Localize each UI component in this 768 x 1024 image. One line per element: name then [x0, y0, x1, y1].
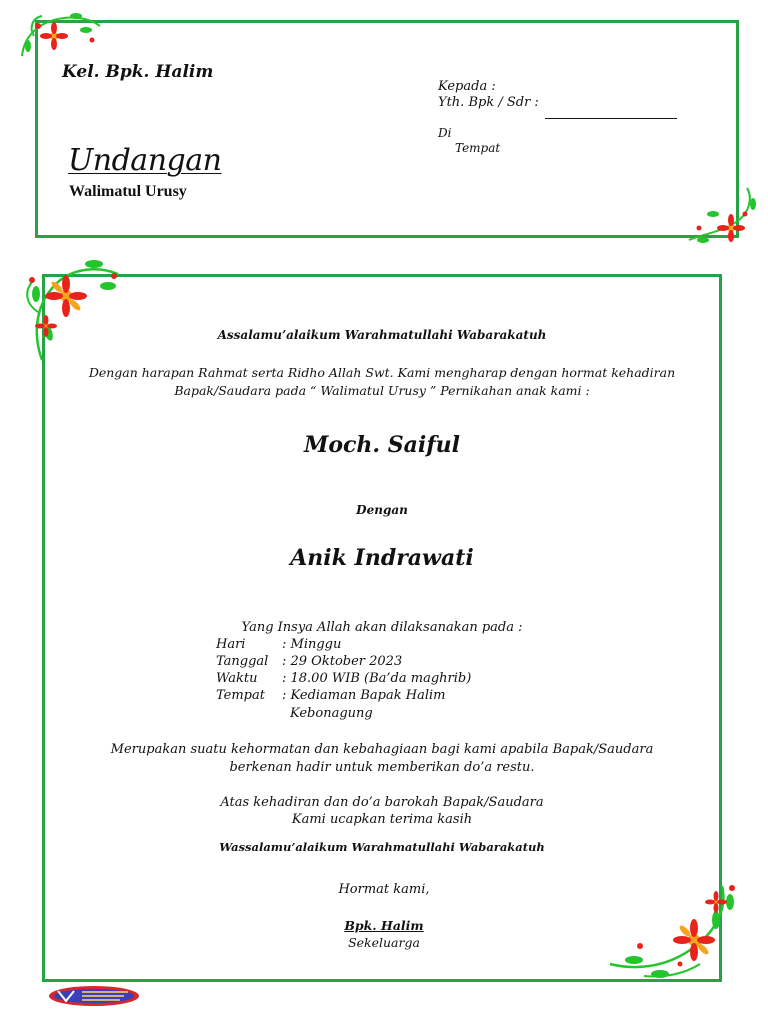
detail-value-day: : Minggu — [282, 637, 342, 652]
brand-logo-icon — [48, 985, 140, 1007]
flower-ornament-icon — [683, 184, 763, 248]
honor-line-1: Merupakan suatu kehormatan dan kebahagiaan bagi kami apabila Bapak/Saudara — [110, 742, 654, 757]
detail-label-day: Hari — [216, 637, 246, 652]
thanks-line-1: Atas kehadiran dan do’a barokah Bapak/Saudara — [220, 795, 544, 810]
di-label: Di — [438, 126, 452, 140]
envelope-card — [35, 20, 739, 238]
event-name: Walimatul Urusy — [69, 183, 187, 200]
detail-label-time: Waktu — [216, 671, 258, 686]
bride-name: Anik Indrawati — [290, 545, 474, 571]
opening-greeting: Assalamu’alaikum Warahmatullahi Wabarakatuh — [217, 328, 547, 342]
host-family: Sekeluarga — [348, 935, 420, 950]
connector-word: Dengan — [356, 503, 408, 517]
intro-line-2: Bapak/Saudara pada “ Walimatul Urusy ” Pernikahan anak kami : — [174, 383, 590, 398]
detail-label-place: Tempat — [216, 688, 265, 703]
detail-value-place: : Kediaman Bapak Halim — [282, 688, 446, 703]
groom-name: Moch. Saiful — [303, 432, 461, 458]
host-name: Bpk. Halim — [344, 918, 424, 933]
addressee-blank-line — [545, 118, 677, 119]
invitation-title: Undangan — [68, 143, 222, 178]
thanks-line-2: Kami ucapkan terima kasih — [291, 812, 473, 827]
flower-ornament-icon — [14, 6, 104, 66]
detail-value-place-line-2: Kebonagung — [290, 706, 373, 721]
flower-ornament-icon — [18, 252, 130, 364]
place-label: Tempat — [455, 141, 501, 155]
flower-ornament-icon — [604, 880, 744, 984]
closing-greeting: Wassalamu’alaikum Warahmatullahi Wabarakatuh — [219, 840, 545, 854]
intro-line-1: Dengan harapan Rahmat serta Ridho Allah Swt. Kami mengharap dengan hormat kehadiran — [88, 365, 676, 380]
detail-value-date: : 29 Oktober 2023 — [282, 654, 403, 669]
family-name: Kel. Bpk. Halim — [62, 62, 214, 82]
to-label: Kepada : — [438, 79, 496, 94]
detail-label-date: Tanggal — [216, 654, 269, 669]
honor-line-2: berkenan hadir untuk memberikan do’a restu. — [229, 760, 535, 775]
schedule-intro: Yang Insya Allah akan dilaksanakan pada : — [241, 620, 523, 635]
detail-value-time: : 18.00 WIB (Ba’da maghrib) — [282, 671, 472, 686]
addressee-label: Yth. Bpk / Sdr : — [438, 95, 539, 110]
regards-text: Hormat kami, — [338, 882, 430, 897]
